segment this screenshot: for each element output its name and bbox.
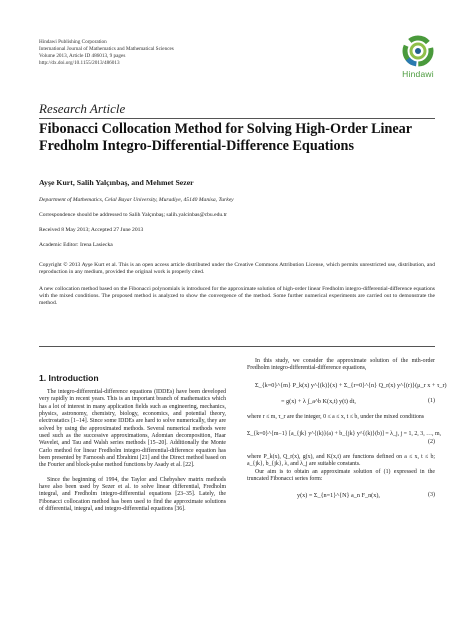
intro-paragraph-2: Since the beginning of 1994, the Taylor and Chebyshev matrix methods have also been used by Sezer et al. to solve linear differential, Fredholm integral, and Fredholm integro-differential equations [23–35]. Lately, the Fibonacci collocation method has been used to find the approximate solutions of differential, integral, and integro-differential equations [36]. [39, 476, 226, 513]
journal-header [39, 39, 339, 67]
equation-2-number: (2) [428, 438, 435, 445]
left-column [39, 389, 226, 515]
hindawi-logo-text: Hindawi [402, 69, 434, 79]
equation-2-body: Σ_{k=0}^{m−1} [a_{jk} y^{(k)}(a) + b_{jk} y^{(k)}(b)] = λ_j, j = 1, 2, 3, …, m, [247, 430, 442, 437]
aim-paragraph: Our aim is to obtain an approximate solution of (1) expressed in the truncated Fibonacci series form: [247, 468, 435, 483]
correspondence: Correspondence should be addressed to Salih Yalçınbaş; salih.yalcinbas@cbu.edu.tr [39, 212, 227, 218]
section-heading-introduction: 1. Introduction [39, 373, 99, 383]
affiliation: Department of Mathematics, Celal Bayar University, Muradiye, 45140 Manisa, Turkey [39, 197, 234, 203]
academic-editor: Academic Editor: Irena Lasiecka [39, 242, 113, 248]
equation-3-body: y(x) = Σ_{n=1}^{N} a_n F_n(x), [297, 492, 380, 500]
article-title: Fibonacci Collocation Method for Solving High-Order Linear Fredholm Integro-Differential-Difference Equations [39, 121, 412, 154]
equation-3 [247, 492, 435, 499]
functions-paragraph: where P_k(x), Q_r(x), g(x), and K(x,t) are functions defined on a ≤ x, t ≤ b; a_{jk}, b_{jk}, λ, and λ_j are suitable constants. [247, 454, 435, 468]
right-column [247, 358, 447, 500]
publisher-line: Hindawi Publishing Corporation [39, 39, 107, 45]
equation-1 [247, 381, 447, 406]
volume-line: Volume 2013, Article ID 486013, 9 pages [39, 53, 126, 59]
abstract-divider [39, 346, 435, 347]
hindawi-logo-icon [401, 34, 435, 68]
equation-1-line-2: = g(x) + λ ∫_a^b K(x,t) y(t) dt, [281, 398, 356, 406]
equation-1-line-1: Σ_{k=0}^{m} P_k(x) y^{(k)}(x) + Σ_{r=0}^{n} Q_r(x) y^{(r)}(μ_r x + τ_r) [255, 381, 447, 389]
received-dates: Received 8 May 2013; Accepted 27 June 2013 [39, 227, 144, 233]
author-list: Ayşe Kurt, Salih Yalçınbaş, and Mehmet Sezer [39, 178, 194, 187]
hindawi-logo [396, 34, 440, 82]
equation-2 [247, 430, 442, 445]
abstract: A new collocation method based on the Fibonacci polynomials is introduced for the approximate solution of high-order linear Fredholm integro-differential-difference equations with the mixed conditions. The proposed method is analyzed to show the convergence of the method. Some further numerical experiments are carried out to demonstrate the method. [39, 286, 435, 307]
study-paragraph: In this study, we consider the approximate solution of the mth-order Fredholm integro-differential-difference equations, [247, 358, 435, 372]
copyright-notice: Copyright © 2013 Ayşe Kurt et al. This is an open access article distributed under the Creative Commons Attribution License, which permits unrestricted use, distribution, and reproduction in any medium, provided the original work is properly cited. [39, 262, 435, 276]
equation-3-number: (3) [428, 492, 435, 499]
conditions-paragraph: where r ≤ m, τ_r are the integer, 0 ≤ a ≤ x, t ≤ b, under the mixed conditions [247, 414, 425, 421]
journal-name-line: International Journal of Mathematics and Mathematical Sciences [39, 46, 174, 52]
title-divider [39, 118, 435, 119]
doi-link[interactable]: http://dx.doi.org/10.1155/2013/486013 [39, 60, 120, 66]
equation-1-number: (1) [428, 397, 435, 404]
article-type: Research Article [39, 101, 126, 116]
intro-paragraph-1: The integro-differential-difference equations (IDDEs) have been developed very rapidly in recent years. This is an important branch of mathematics which has a lot of interest in many application fields such as engineering, mechanics, physics, astronomy, chemistry, biology, economics, and potential theory, electrostatics [1–14]. Since some IDDEs are hard to solve numerically, they are solved by using the approximated methods. Several numerical methods were used such as the successive approximations, Adomian decomposition, Haar Wavelet, and Tau and Walsh series methods [15–20]. Additionally the Monte Carlo method for linear Fredholm integro-differential-difference equation has been presented by Farnoosh and Ebrahimi [21] and the Direct method based on the Fourier and block-pulse method functions by Asady et al. [22]. [39, 389, 226, 469]
